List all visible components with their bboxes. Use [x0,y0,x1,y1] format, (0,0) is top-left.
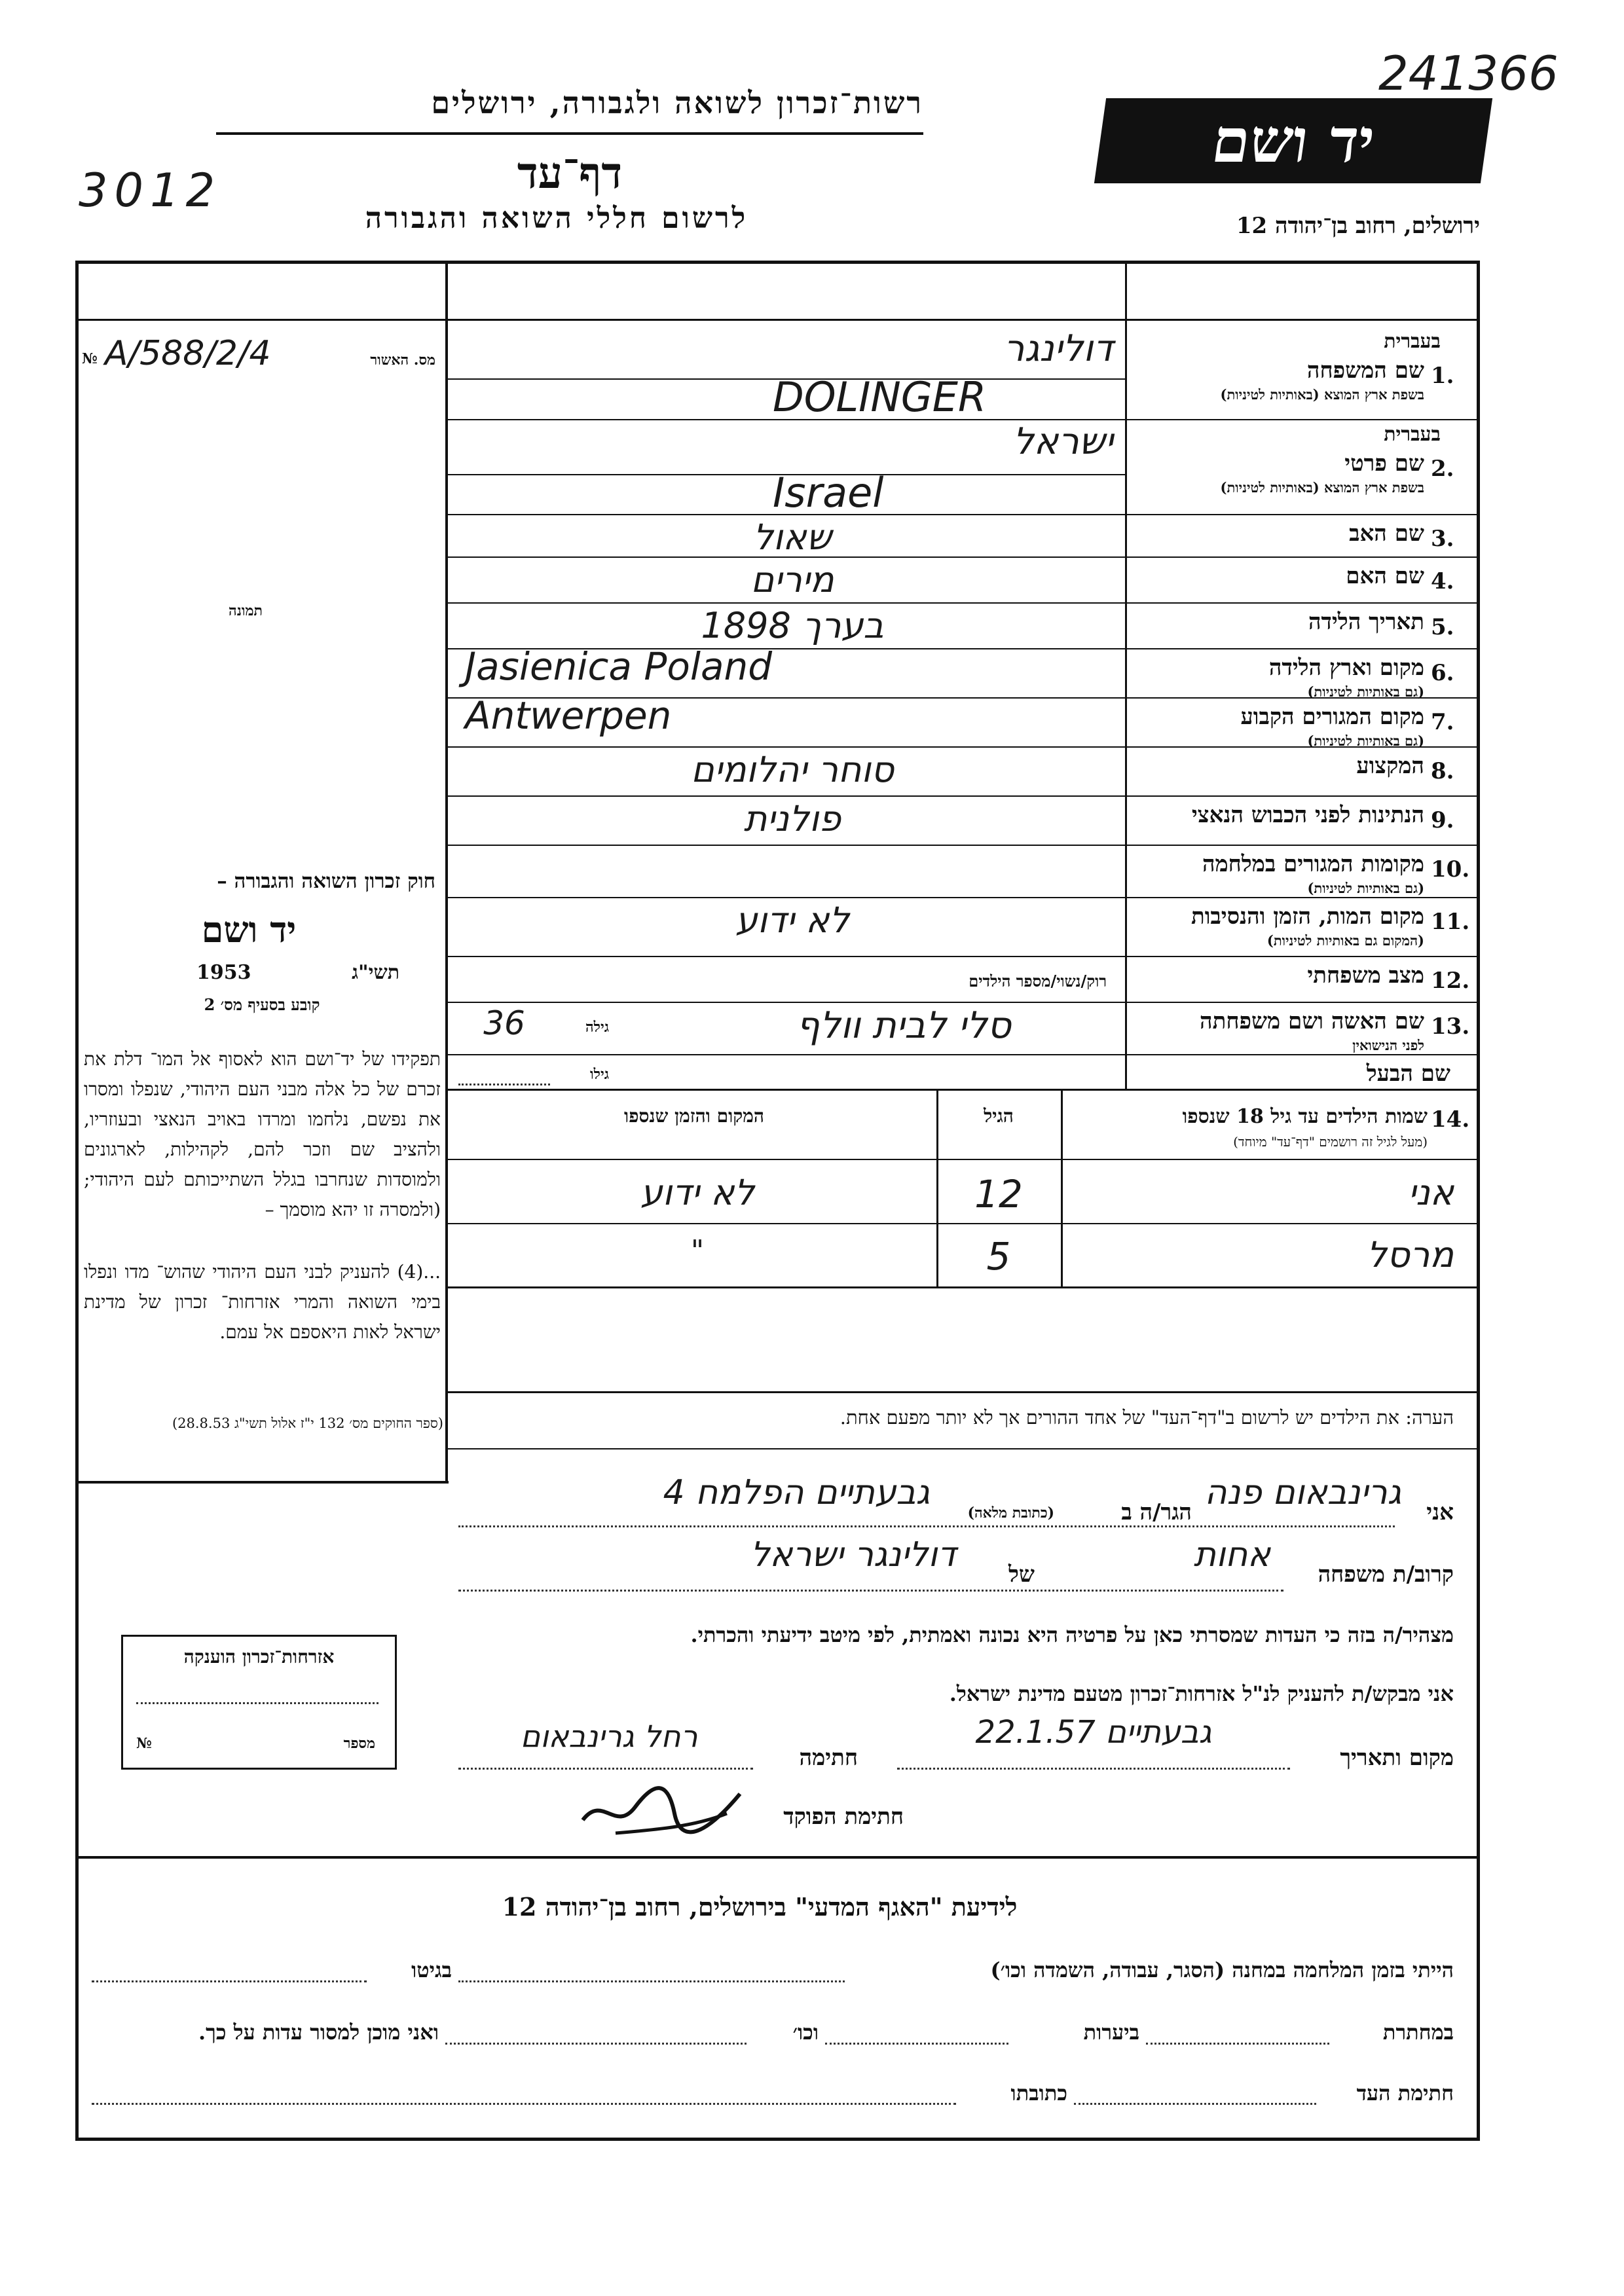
field-11-value: לא ידוע [735,900,850,941]
place-date-value: גבעתיים 22.1.57 [975,1714,1212,1751]
husband-age-label: גילו [590,1066,609,1083]
field-8-value: סוחר יהלומים [690,749,895,790]
declarant: גרינבאום פנה [1204,1473,1401,1512]
field-13-sub: לפני הנישואין [1352,1037,1424,1053]
approval-value: A/588/2/4 [105,334,271,373]
field-1-sub: בשפת ארץ המוצא (באותיות לטיניות) [1220,386,1424,403]
field-divider [445,1002,1477,1003]
form-title: דף־עד [517,147,623,198]
child-1-place: לא ידוע [640,1172,755,1213]
field-10-num: 10. [1431,856,1470,883]
children-num: 14. [1431,1106,1470,1133]
field-11-sub: (המקום גם באותיות לטיניות) [1266,932,1424,949]
field-6-num: 6. [1431,660,1454,686]
address: ירושלים, רחוב בן־יהודה 12 [1236,213,1480,239]
declaration-statement: מצהיר/ה בזה כי העדות שמסרתי כאן על פרטיה היא נכונה ואמתית, לפי מיטב ידיעתי והכרתי. [690,1622,1454,1647]
child-1-name: אני [1408,1172,1454,1213]
field-9-value: פולנית [743,798,841,839]
husband-label: שם הבעל [1366,1061,1450,1087]
field-13-age-label: גילה [585,1019,609,1036]
field-6-sub: (גם באותיות לטיניות) [1307,683,1424,700]
law-year-heb: תשי"ג [352,961,399,984]
field-8-num: 8. [1431,758,1454,784]
yad-vashem-logo [1094,98,1492,183]
footer-line1-a: הייתי בזמן המלחמה במחנה (הסגר, עבודה, השמדה וכו׳) [990,1958,1454,1982]
law-text-1: תפקידו של יד־ושם הוא לאסוף אל המו־ דלת את זכרם של כל אלה מבני העם היהודי, שנפלו ומסרו את נפשם, נלחמו ומרדו באויב הנאצי ובעוזריו, ולהציב שם וזכר להם, לקהילות, לארגונים ולמוסדות שנחרבו בגלל השתייכותם לעם היהודי; (ולמסרה זו יהא מוסמך – [84,1048,441,1220]
field-5-num: 5. [1431,614,1454,640]
footer-line3-b: כתובתו [1010,2081,1067,2105]
approval-number [79,334,442,376]
field-8-label: המקצוע [1356,753,1424,779]
law-name: יד ושם [201,909,297,951]
child-1-age: 12 [974,1172,1023,1216]
field-7-sub: (גם באותיות לטיניות) [1307,733,1424,749]
field-11-label: מקום המות, הזמן והנסיבות [1190,903,1424,930]
field-10-label: מקומות המגורים במלחמה [1202,851,1424,877]
approval-prefix: № [82,350,98,367]
field-11-num: 11. [1431,909,1470,935]
note: הערה: את הילדים יש לרשום ב"דף־העד" של אחד ההורים אך לא יותר מפעם אחת. [840,1406,1454,1429]
field-2-hebrew-tag: בעברית [1384,423,1441,446]
field-1-hebrew-tag: בעברית [1384,330,1441,353]
field-4-num: 4. [1431,568,1454,594]
footer-line2-a: במחתרת [1382,2020,1454,2045]
of-label: של [1008,1561,1035,1588]
law-year: 1953 [196,961,251,984]
child-2-name: מרסל [1367,1234,1454,1275]
of-value: דולינגר ישראל [750,1535,956,1575]
field-9-label: הנתינות לפני הכבוש הנאצי [1191,802,1424,828]
field-1-label: שם המשפחה [1306,357,1424,384]
field-5-value: בערך 1898 [701,605,884,646]
citizenship-title: אזרחות־זכרון הוענקה [183,1646,335,1667]
law-clause: קובע בסעיף מס׳ 2 [204,995,320,1014]
field-7-num: 7. [1431,709,1454,735]
field-7-value: Antwerpen [465,693,672,738]
field-1-value: דולינגר [1003,327,1113,370]
footer-line1-b: בגיטו [411,1958,452,1982]
handwritten-number: 3012 [79,164,222,217]
signature-label: חתימה [799,1745,858,1771]
field-3-num: 3. [1431,526,1454,552]
field-divider [445,795,1477,797]
place-date-label: מקום ותאריך [1340,1745,1454,1771]
field-divider [445,897,1477,898]
address-label: (כתובת מלאה) [967,1504,1054,1522]
number-label: מספר [343,1735,375,1752]
law-text-2: ...(4) להעניק לבני העם היהודי שהוש־ מדו ונפלו בימי השואה והמרי אזרחות־ זכרון של מדינת ישראל לאות היאספם אל עמם. [84,1261,441,1343]
form-subtitle: לרשום חללי השואה והגבורה [365,202,748,235]
relation-label: קרוב/ת משפחה [1318,1561,1454,1588]
org-name: רשות־זכרון לשואה ולגבורה, ירושלים [431,85,923,120]
footer-line3-a: חתימת העד [1356,2081,1454,2105]
field-divider [445,956,1477,957]
field-12-value: רוק/נשוי/מספר הילדים [969,972,1107,991]
i-label: אני [1426,1499,1454,1525]
field-10-sub: (גם באותיות לטיניות) [1307,880,1424,896]
number-prefix: № [136,1735,152,1752]
field-1-num: 1. [1431,363,1454,389]
stamp-number: 241366 [1378,46,1559,101]
field-4-value: מירים [750,559,834,600]
approval-label: מס. האשור [370,352,435,369]
citizenship-box [121,1635,397,1770]
children-age-header: הגיל [984,1105,1014,1127]
law-title: חוק זכרון השואה והגבורה – [217,869,435,893]
field-13-label: שם האשה ושם משפחתה [1200,1008,1424,1034]
photo-label: תמונה [229,602,263,619]
law-ref: (ספר החוקים מס׳ 132 י"ז אלול תשי"ג 28.8.53) [172,1415,443,1431]
child-2-place: " [690,1234,705,1267]
field-2-label: שם פרטי [1344,450,1424,477]
field-6-value: Jasienica Poland [465,644,773,689]
declaration-request: אני מבקש/ת להעניק לנ"ל אזרחות־זכרון מטעם מדינת ישראל. [949,1681,1454,1706]
relation-value: אחות [1193,1535,1270,1575]
inspector-label: חתימת הפוקד [783,1804,904,1830]
child-2-age: 5 [986,1234,1011,1279]
logo-text: יד ושם [1208,105,1379,176]
field-divider [445,1054,1477,1055]
field-12-num: 12. [1431,968,1470,994]
children-title: שמות הילדים עד גיל 18 שנספו [1182,1105,1428,1128]
field-6-label: מקום וארץ הלידה [1268,655,1424,681]
address-value: גבעתיים הפלמח 4 [663,1473,930,1512]
field-2-value-latin: Israel [773,469,884,517]
field-13-value: סלי לבית וולף [796,1004,1011,1047]
field-divider [445,845,1477,846]
field-7-label: מקום המגורים הקבוע [1240,704,1424,730]
field-divider [445,602,1477,604]
resides-label: הגר/ה ב [1121,1499,1192,1525]
field-2-num: 2. [1431,456,1454,482]
field-5-label: תאריך הלידה [1308,609,1424,635]
info-title: לידיעת "האגף המדעי" בירושלים, רחוב בן־יהודה 12 [502,1892,1018,1922]
footer-line2-b: ביערות [1083,2020,1139,2045]
children-subtitle: (מעל לגיל זה רושמים "דף־עד" מיוחד) [1233,1134,1428,1150]
field-3-value: שאול [753,517,832,558]
field-4-label: שם האם [1346,563,1424,589]
field-1-value-latin: DOLINGER [773,373,987,421]
field-13-num: 13. [1431,1013,1470,1040]
signature-value: רחל גרינבאום [520,1719,698,1754]
field-13-age-value: 36 [483,1004,525,1042]
field-12-label: מצב משפחתי [1307,962,1424,989]
field-9-num: 9. [1431,807,1454,833]
footer-line2-d: ואני מוכן למסור עדות על כך. [198,2020,439,2045]
field-3-label: שם האב [1349,520,1424,547]
field-2-sub: בשפת ארץ המוצא (באותיות לטיניות) [1220,479,1424,496]
footer-line2-c: וכו׳ [792,2020,819,2045]
field-2-value: ישראל [1012,420,1113,463]
children-place-header: המקום והזמן שנספו [624,1105,764,1127]
